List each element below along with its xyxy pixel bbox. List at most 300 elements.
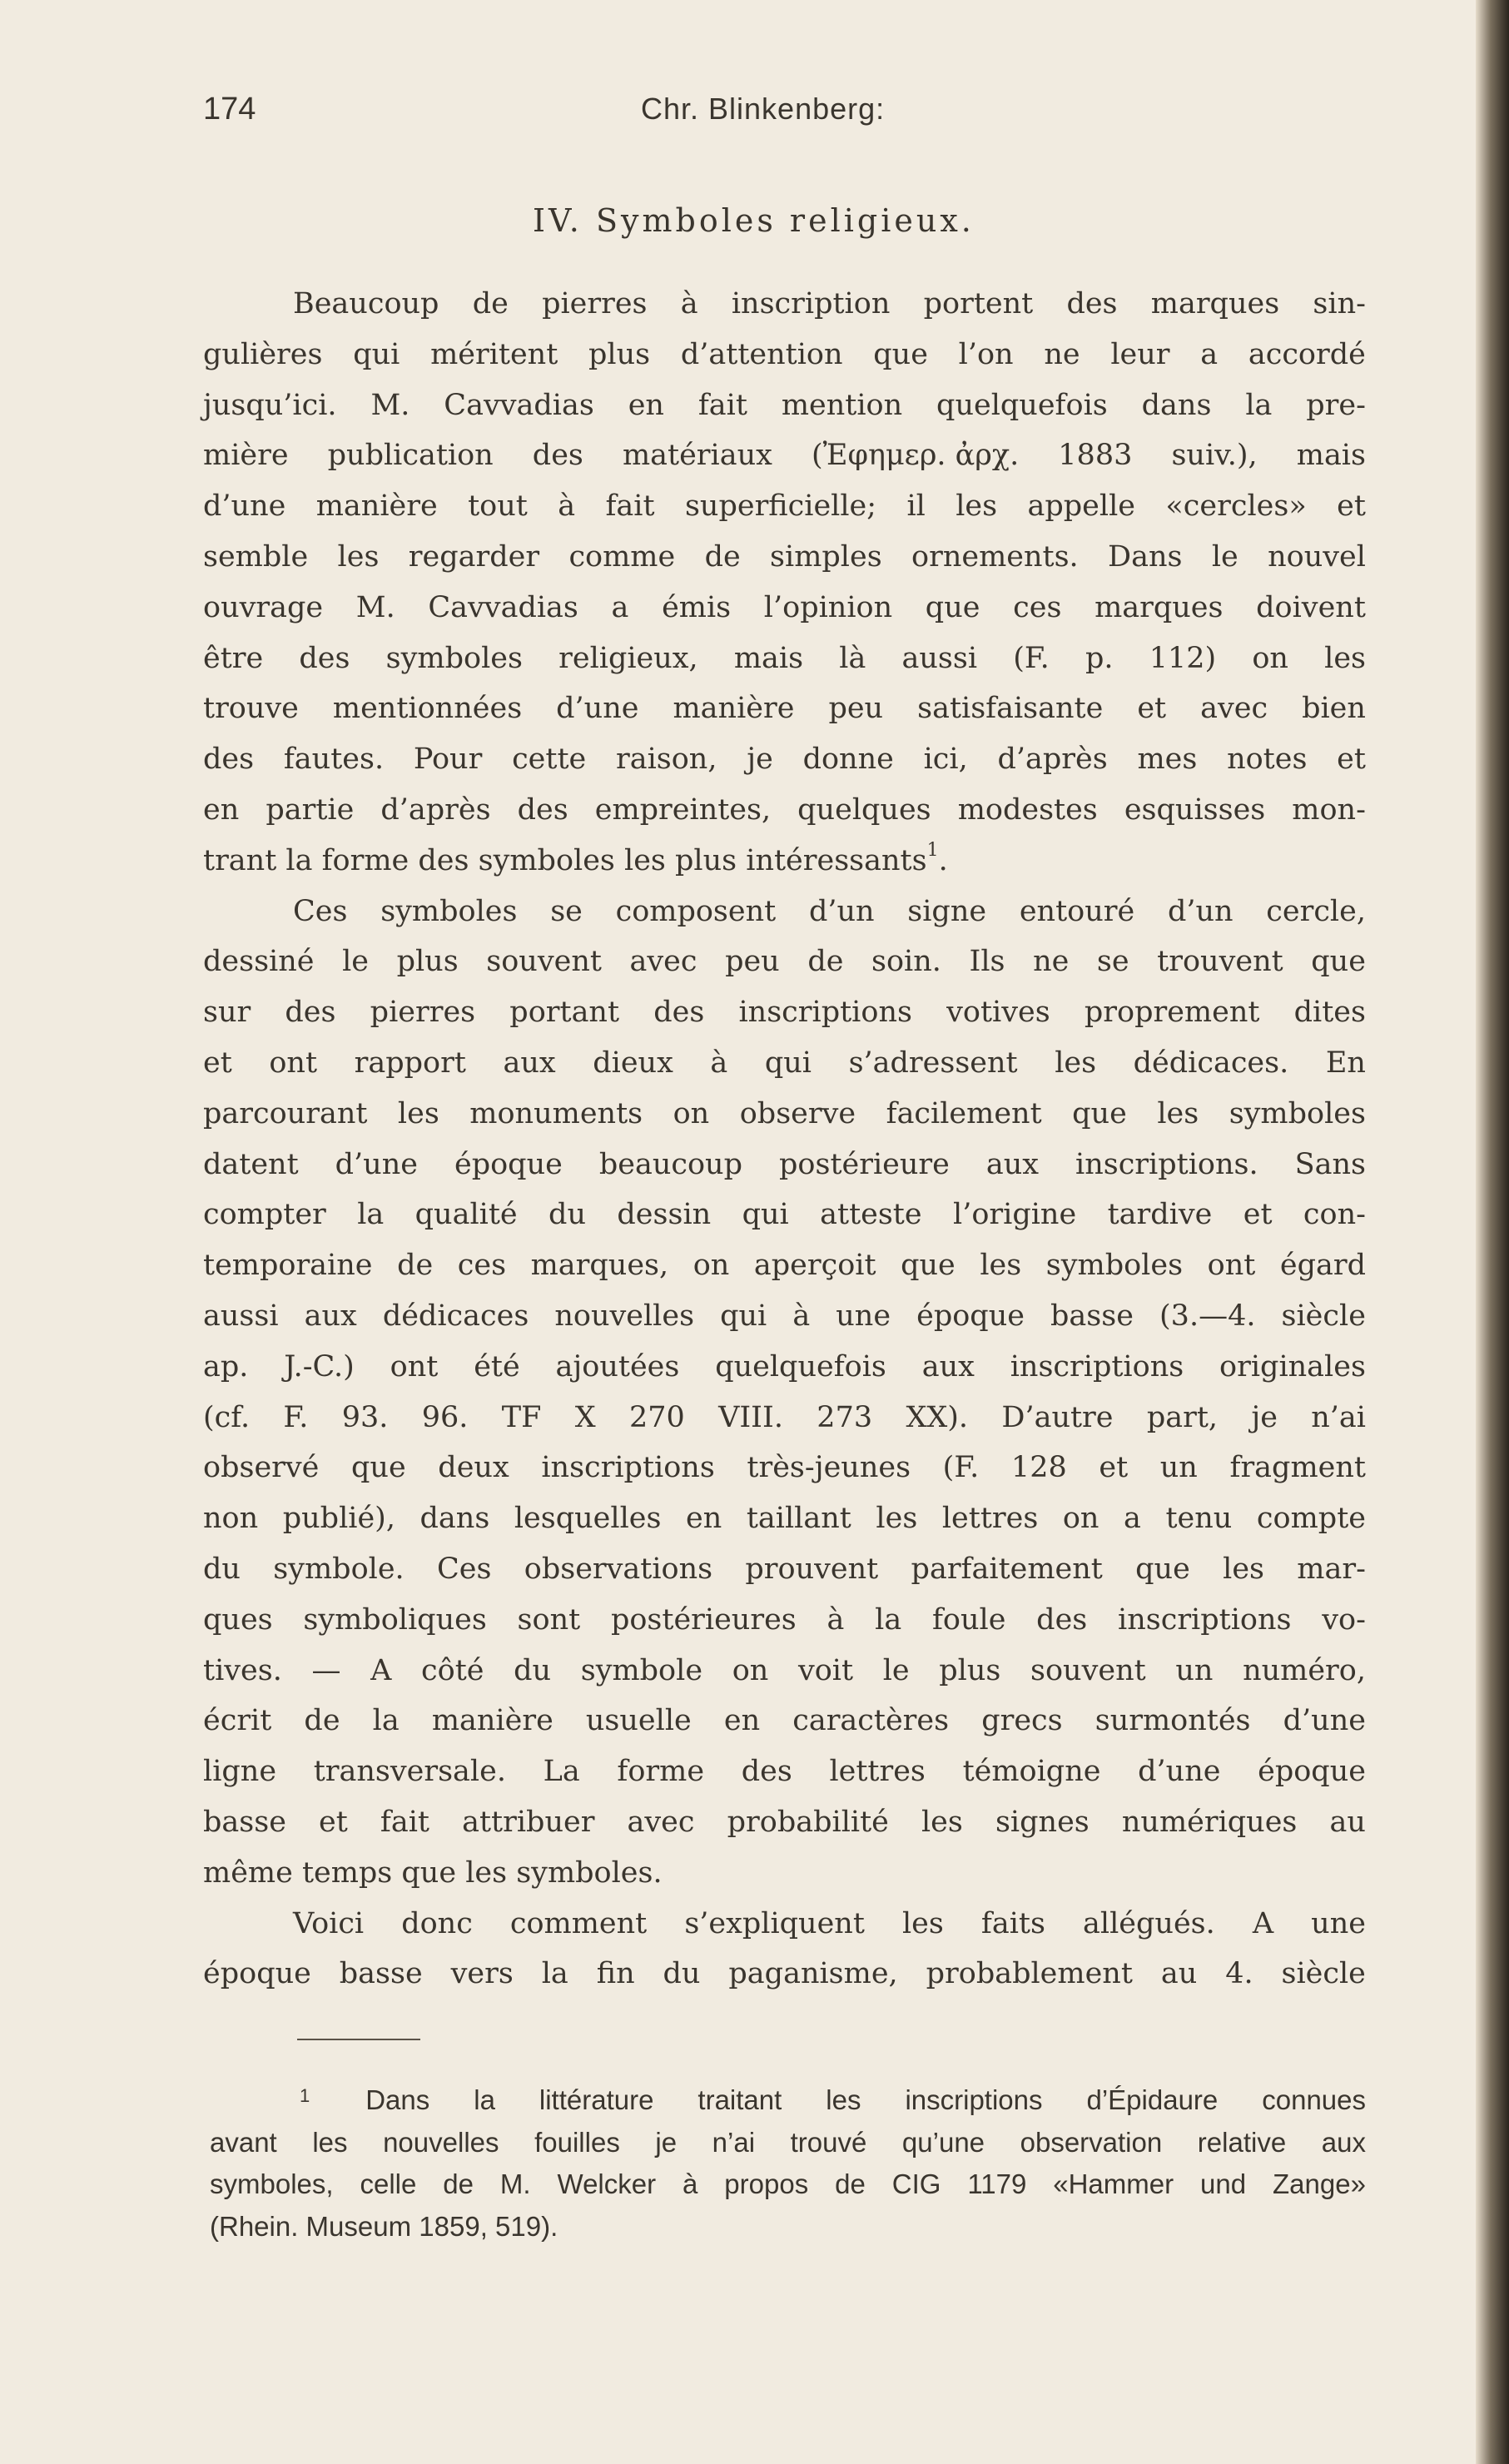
word: prouvent (745, 1552, 879, 1586)
word: basse (1050, 1299, 1134, 1333)
word: aux (304, 1299, 357, 1333)
word: des (741, 1755, 792, 1789)
word: l’opinion (763, 590, 893, 624)
word: ont (269, 1046, 318, 1080)
word: Ces (436, 1552, 492, 1586)
word: que (1072, 1096, 1127, 1130)
word: manière (315, 489, 438, 524)
word: sont (517, 1602, 581, 1637)
word: D’autre (1001, 1400, 1114, 1434)
word: les (1223, 1552, 1264, 1586)
word: mière (203, 439, 289, 473)
word: en (628, 388, 664, 422)
word: simples (770, 539, 882, 574)
word: dieux (593, 1046, 673, 1080)
word: quelques (797, 792, 931, 827)
word: connues (1262, 2084, 1366, 2115)
word: Ces (293, 894, 348, 928)
word: portent (923, 287, 1034, 320)
word: partie (266, 792, 355, 827)
word: que (873, 337, 928, 371)
word: à (680, 287, 698, 320)
text-line (203, 1899, 1366, 1950)
word: attribuer (462, 1805, 595, 1839)
text-line (203, 1240, 1366, 1291)
word: surmontés (1095, 1704, 1251, 1738)
word: ornements. (911, 539, 1079, 574)
word: la (474, 2084, 495, 2115)
word: composent (615, 894, 777, 928)
word: Voici (293, 1906, 365, 1940)
word: avec (629, 945, 697, 979)
word: (F. (942, 1451, 980, 1485)
word: marques (1095, 590, 1224, 624)
word: ne (1033, 945, 1070, 979)
word: pre- (1306, 388, 1366, 422)
word: 1859, (411, 2210, 488, 2242)
word: leur (1110, 337, 1170, 371)
word: la (357, 1198, 385, 1232)
word: époque (1258, 1755, 1366, 1789)
word: appelle (1027, 489, 1135, 524)
word: intéressants (737, 843, 927, 877)
word: du (663, 1957, 701, 1991)
word: facilement (886, 1096, 1042, 1130)
word: témoigne (962, 1755, 1101, 1789)
word: manière (431, 1704, 553, 1738)
word: la (276, 843, 313, 877)
word: cette (512, 743, 587, 777)
word: donc (401, 1906, 473, 1940)
word: qui (720, 1299, 767, 1333)
word: manière (673, 692, 795, 726)
word: ajoutées (555, 1349, 680, 1384)
word: symboles, (210, 2168, 334, 2199)
text-line (203, 987, 1366, 1038)
word: ici, (923, 743, 968, 777)
word: mentionnées (332, 692, 523, 726)
word: avec (1200, 692, 1268, 726)
word: observation (1020, 2126, 1163, 2158)
word: et (1243, 1198, 1273, 1232)
word: époque (916, 1299, 1025, 1333)
word: les (456, 1855, 508, 1890)
word: a (611, 590, 629, 624)
word: trouvent (1157, 945, 1283, 979)
word: même (203, 1855, 293, 1890)
word: temporaine (203, 1249, 373, 1283)
word: sur (203, 996, 251, 1030)
word: lettres (829, 1755, 926, 1789)
word: modestes (957, 792, 1098, 827)
text-line (203, 1140, 1366, 1190)
word: VIII. (718, 1400, 783, 1434)
word: matériaux (622, 439, 772, 473)
word: X (574, 1400, 596, 1434)
word: les (1324, 641, 1366, 675)
word: 270 (628, 1400, 685, 1434)
word: ont (390, 1349, 439, 1384)
word: 1883 (1058, 439, 1133, 473)
footnote-line (210, 2122, 1366, 2164)
word: tives. (203, 1653, 282, 1687)
word: plus (665, 843, 737, 877)
word: Ils (969, 945, 1005, 979)
word: publié), (282, 1502, 395, 1536)
word: transversale. (313, 1755, 506, 1789)
word: Zange» (1273, 2168, 1366, 2199)
word: les (614, 843, 666, 877)
text-line (203, 1443, 1366, 1493)
word: tenu (1165, 1502, 1233, 1536)
word: temps (292, 1855, 393, 1890)
word: des (1036, 1602, 1088, 1637)
footnote-reference[interactable]: 1 (926, 839, 939, 861)
word: inscriptions (1118, 1602, 1292, 1637)
body-text (203, 279, 1366, 2000)
text-line (203, 785, 1366, 836)
footnote-line (210, 2163, 1366, 2206)
text-line (203, 430, 1366, 481)
word: regarder (408, 539, 540, 574)
text-line (203, 1493, 1366, 1544)
word: l’origine (953, 1198, 1077, 1232)
word: on (1062, 1502, 1099, 1536)
word: rapport (354, 1046, 466, 1080)
word: que (901, 1249, 956, 1283)
word: numériques (1121, 1805, 1298, 1839)
word: 1179 (967, 2168, 1027, 2199)
word: ne (1044, 337, 1080, 371)
word: fautes. (283, 743, 385, 777)
word: mention (781, 388, 903, 422)
word: des (285, 996, 336, 1030)
text-line (203, 1646, 1366, 1696)
word: peu (725, 945, 780, 979)
word: être (203, 641, 264, 675)
word: aperçoit (753, 1249, 876, 1283)
word: méritent (430, 337, 558, 371)
word: inscriptions (541, 1451, 715, 1485)
text-line (203, 1342, 1366, 1393)
word: Dans (1108, 539, 1183, 574)
word: symboles (1229, 1096, 1366, 1130)
word: des (203, 743, 255, 777)
word: «Hammer (1053, 2168, 1174, 2199)
word: fragment (1229, 1451, 1366, 1485)
word: marques (1150, 287, 1280, 320)
word: nouvelles (383, 2126, 499, 2158)
word: on (673, 1096, 710, 1130)
word: une (836, 1299, 891, 1333)
word: Cavvadias (428, 590, 578, 624)
word: comme (568, 539, 676, 574)
word: les (921, 1805, 963, 1839)
word: donne (802, 743, 894, 777)
word: mon- (1292, 792, 1366, 827)
word: inscription (731, 287, 891, 320)
word: des (517, 792, 568, 827)
word: aux (921, 1349, 975, 1384)
word: inscriptions. (1075, 1147, 1258, 1181)
word: symbole (580, 1653, 703, 1687)
word: souvent (486, 945, 602, 979)
word: jusqu’ici. (203, 388, 337, 422)
word: à (826, 1602, 845, 1637)
word: les (312, 2126, 348, 2158)
word: A (1252, 1906, 1274, 1940)
word: ques (203, 1602, 273, 1637)
section-title: IV. Symboles religieux. (533, 202, 975, 239)
word: du (549, 1198, 586, 1232)
word: côté (421, 1653, 484, 1687)
text-line (203, 583, 1366, 633)
word: un (1159, 1451, 1198, 1485)
word: la (541, 1957, 568, 1991)
word: et (1337, 743, 1366, 777)
word: votives (946, 996, 1050, 1030)
word: religieux, (558, 641, 698, 675)
word: de (443, 2168, 474, 2199)
word: que (1311, 945, 1366, 979)
word: il (906, 489, 926, 524)
word: Welcker (557, 2168, 657, 2199)
word: les (1157, 1096, 1199, 1130)
word: forme (312, 843, 410, 877)
word: M. (499, 2168, 531, 2199)
word: les (1055, 1046, 1097, 1080)
word: les (826, 2084, 861, 2115)
word: nouvel (1268, 539, 1366, 574)
text-line (203, 683, 1366, 734)
word: que (1135, 1552, 1190, 1586)
text-line (203, 1038, 1366, 1089)
word: au (1329, 1805, 1366, 1839)
word: publication (327, 439, 494, 473)
word: postérieure (779, 1147, 950, 1181)
word: des (532, 439, 583, 473)
word: pierres (542, 287, 648, 320)
word: mais (1296, 439, 1366, 473)
word: que (925, 590, 980, 624)
word: souvent (1030, 1653, 1146, 1687)
word: on (1252, 641, 1288, 675)
word: époque (203, 1957, 311, 1991)
page-number: 174 (203, 92, 256, 127)
word: d’après (997, 743, 1108, 777)
word: signe (907, 894, 987, 928)
word: les (397, 1096, 439, 1130)
word: et (319, 1805, 348, 1839)
word: aussi (203, 1299, 279, 1333)
word: d’une (335, 1147, 418, 1181)
footnote-line (210, 2079, 1366, 2122)
word: aux (1321, 2126, 1366, 2158)
word: observé (203, 1451, 320, 1485)
word: n’ai (1311, 1400, 1366, 1434)
word: faits (980, 1906, 1045, 1940)
word: très-jeunes (747, 1451, 911, 1485)
word: à (792, 1299, 811, 1333)
word: ont (1207, 1249, 1256, 1283)
word: d’une (203, 489, 286, 524)
word: symboliques (303, 1602, 487, 1637)
word: qualité (414, 1198, 518, 1232)
word: CIG (891, 2168, 941, 2199)
word: à (683, 2168, 698, 2199)
word: que (351, 1451, 406, 1485)
word: empreintes, (594, 792, 772, 827)
word: siècle (1281, 1957, 1366, 1991)
word: aussi (901, 641, 978, 675)
word: égard (1279, 1249, 1366, 1283)
word: avant (210, 2126, 277, 2158)
word: mar- (1297, 1552, 1366, 1586)
word: M. (355, 590, 395, 624)
word: Dans (365, 2084, 430, 2115)
word: émis (662, 590, 732, 624)
text-line (203, 1797, 1366, 1848)
word: qui (353, 337, 400, 371)
word: là (839, 641, 866, 675)
word: et (1099, 1451, 1129, 1485)
word: un (1175, 1653, 1214, 1687)
word: des (653, 996, 705, 1030)
word: et (203, 1046, 232, 1080)
word: symbole. (273, 1552, 405, 1586)
word: semble (203, 539, 309, 574)
word: plus (396, 945, 459, 979)
word: compter (203, 1198, 326, 1232)
word: qu’une (901, 2126, 985, 2158)
word: lettres (941, 1502, 1039, 1536)
word: se (550, 894, 583, 928)
footnote (210, 2079, 1366, 2248)
word: cercle, (1266, 894, 1366, 928)
word: d’après (380, 792, 491, 827)
word: tardive (1107, 1198, 1213, 1232)
word: tout (468, 489, 528, 524)
word: une (1311, 1906, 1366, 1940)
text-line (203, 1393, 1366, 1443)
word: raison, (615, 743, 717, 777)
word: p. (1085, 641, 1114, 675)
word: basse (203, 1805, 286, 1839)
word: dans (1141, 388, 1212, 422)
word: le (1211, 539, 1238, 574)
word: symboles (385, 641, 523, 675)
word: con- (1303, 1198, 1366, 1232)
word: ap. (203, 1349, 249, 1384)
word: symboles (1045, 1249, 1184, 1283)
word: d’attention (680, 337, 843, 371)
word: vo- (1322, 1602, 1366, 1637)
word: 93. (341, 1400, 389, 1434)
word: peu (828, 692, 884, 726)
word: d’un (1167, 894, 1234, 928)
word: parcourant (203, 1096, 368, 1130)
word: du (203, 1552, 241, 1586)
word: mais (733, 641, 804, 675)
word: de (835, 2168, 866, 2199)
word: proprement (1084, 996, 1260, 1030)
text-line (203, 481, 1366, 532)
word: Beaucoup (293, 287, 439, 320)
text-line (203, 1696, 1366, 1746)
word: plus (588, 337, 651, 371)
word: symboles. (507, 1855, 663, 1890)
word: caractères (792, 1704, 950, 1738)
word: des (299, 641, 350, 675)
word: atteste (820, 1198, 922, 1232)
word: se (1096, 945, 1129, 979)
word: 4. (1225, 1957, 1253, 1991)
word: de (397, 1249, 434, 1283)
word: écrit (203, 1704, 272, 1738)
word: La (543, 1755, 580, 1789)
word: — (311, 1653, 341, 1687)
word: en (686, 1502, 722, 1536)
word: symboles (469, 843, 615, 877)
word: a (1200, 337, 1219, 371)
word: inscriptions (905, 2084, 1043, 2115)
word: superficielle; (684, 489, 877, 524)
word: trant (203, 843, 277, 877)
text-line: trant la forme des symboles les plus intéressants 1 . (203, 836, 1366, 887)
word: taillant (746, 1502, 851, 1536)
word: celle (360, 2168, 417, 2199)
word: les (980, 1249, 1022, 1283)
word: basse (339, 1957, 423, 1991)
word: M. (370, 388, 410, 422)
word: des (409, 843, 469, 877)
word: Sans (1294, 1147, 1366, 1181)
text-line (203, 380, 1366, 431)
text-line (203, 279, 1366, 330)
word: symboles (380, 894, 518, 928)
footnote-mark: 1 (300, 2085, 310, 2106)
word: fait (605, 489, 655, 524)
word: et (1137, 692, 1167, 726)
word: on (692, 1249, 730, 1283)
word: compte (1256, 1502, 1366, 1536)
word: grecs (981, 1704, 1063, 1738)
text-line (203, 887, 1366, 937)
text-line (203, 734, 1366, 785)
word: qui (742, 1198, 789, 1232)
word: d’un (808, 894, 875, 928)
word: fait (380, 1805, 430, 1839)
word: littérature (539, 2084, 654, 2115)
word: (Rhein. (210, 2210, 299, 2242)
text-line (203, 936, 1366, 987)
word: trouve (203, 692, 299, 726)
word: traitant (697, 2084, 782, 2115)
word: les (901, 1906, 944, 1940)
word: de (704, 539, 741, 574)
word: mes (1137, 743, 1198, 777)
word: dites (1293, 996, 1366, 1030)
word: a (1124, 1502, 1141, 1536)
word: d’Épidaure (1086, 2084, 1219, 2115)
word: des (1066, 287, 1118, 320)
word: Museum (298, 2210, 412, 2242)
word: beaucoup (598, 1147, 742, 1181)
word: que (392, 1855, 457, 1890)
word: lesquelles (514, 1502, 662, 1536)
word: je (655, 2126, 678, 2158)
word: à (710, 1046, 728, 1080)
